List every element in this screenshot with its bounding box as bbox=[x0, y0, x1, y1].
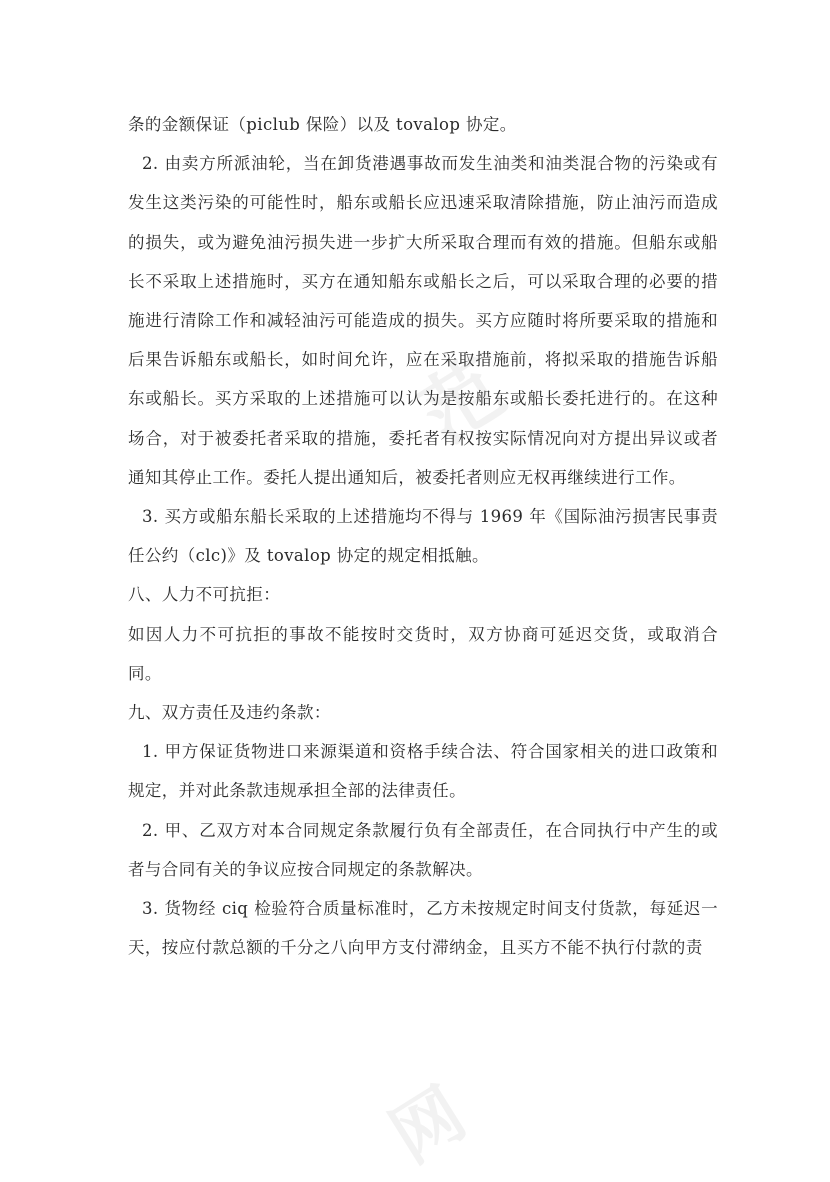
paragraph-continuation: 条的金额保证（piclub 保险）以及 tovalop 协定。 bbox=[128, 115, 517, 134]
document-body bbox=[128, 105, 718, 967]
watermark-top: 范 bbox=[405, 343, 520, 461]
watermark-bottom: 网 bbox=[376, 1071, 480, 1179]
paragraph-item-9-1: 1. 甲方保证货物进口来源渠道和资格手续合法、符合国家相关的进口政策和规定，并对此条款违规承担全部的法律责任。 bbox=[128, 742, 718, 801]
section-heading-9: 九、双方责任及违约条款： bbox=[128, 703, 331, 723]
paragraph-item-7-2: 2. 由卖方所派油轮，当在卸货港遇事故而发生油类和油类混合物的污染或有发生这类污染的可能性时，船东或船长应迅速采取清除措施，防止油污而造成的损失，或为避免油污损失进一步扩大所采取合理而有效的措施。但船东或船长不采取上述措施时，买方在通知船东或船长之后，可以采取合理的必要的措施进行清除工作和减轻油污可能造成的损失。买方应随时将所要采取的措施和后果告诉船东或船长，如时间允许，应在采取措施前，将拟采取的措施告诉船东或船长。买方采取的上述措施可以认为是按船东或船长委托进行的。在这种场合，对于被委托者采取的措施，委托者有权按实际情况向对方提出异议或者通知其停止工作。委托人提出通知后，被委托者则应无权再继续进行工作。 bbox=[128, 154, 718, 487]
section-heading-8: 八、人力不可抗拒： bbox=[128, 585, 281, 605]
paragraph-section-8-body: 如因人力不可抗拒的事故不能按时交货时，双方协商可延迟交货，或取消合同。 bbox=[128, 624, 718, 683]
paragraph-item-9-3: 3. 货物经 ciq 检验符合质量标准时，乙方未按规定时间支付货款，每延迟一天，按应付款总额的千分之八向甲方支付滞纳金，且买方不能不执行付款的责 bbox=[128, 899, 718, 958]
paragraph-item-7-3: 3. 买方或船东船长采取的上述措施均不得与 1969 年《国际油污损害民事责任公约（clc)》及 tovalop 协定的规定相抵触。 bbox=[128, 507, 718, 566]
paragraph-item-9-2: 2. 甲、乙双方对本合同规定条款履行负有全部责任，在合同执行中产生的或者与合同有关的争议应按合同规定的条款解决。 bbox=[128, 820, 718, 879]
